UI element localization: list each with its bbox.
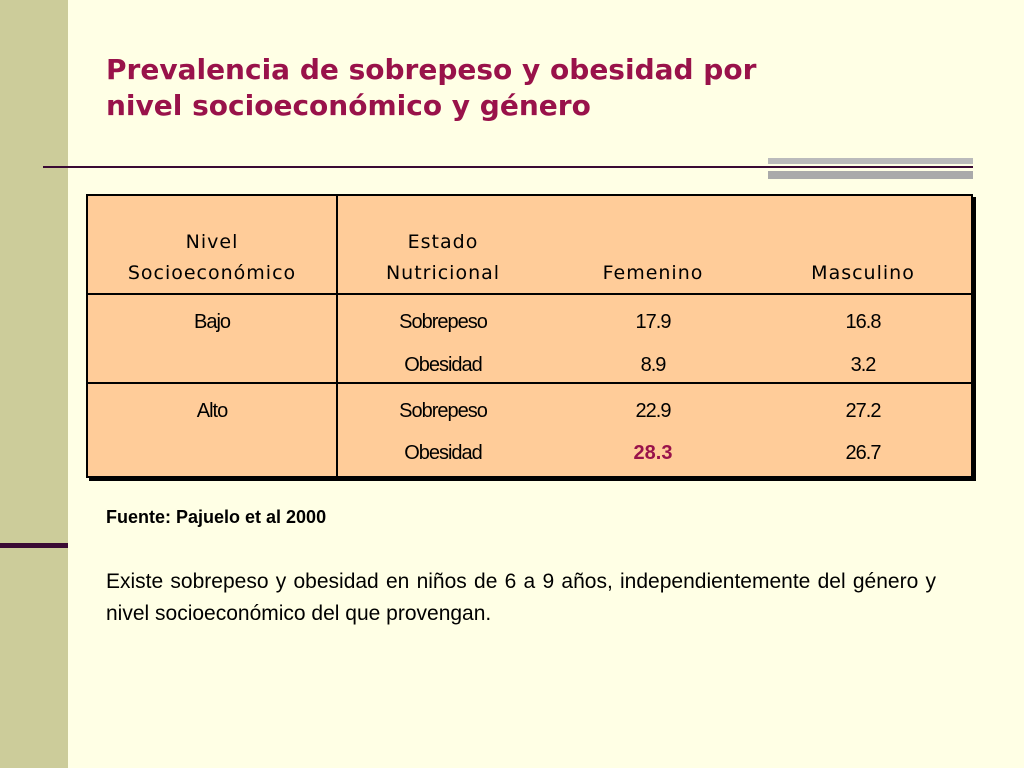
row-alto-sobrepeso-femenino: 22.9 [635,400,671,422]
row-alto-obesidad-estado: Obesidad [404,442,482,464]
header-masculino: Masculino [811,262,915,284]
row-bajo-sobrepeso-femenino: 17.9 [635,311,671,333]
slide-title [106,52,946,124]
header-femenino: Femenino [602,262,704,284]
header-estado-line-2: Nutricional [385,262,501,284]
table-header-divider [88,293,971,295]
group-level-alto: Alto [196,400,228,422]
title-divider [43,166,973,168]
conclusion-paragraph: Existe sobrepeso y obesidad en niños de 6 a 9 años, independientemente del género y nivel socioeconómico del que provengan. [106,570,936,625]
row-alto-sobrepeso-masculino: 27.2 [845,400,881,422]
row-bajo-obesidad-femenino: 8.9 [640,354,666,376]
group-level-bajo: Bajo [193,311,231,333]
header-nivel-line-1: Nivel [185,231,239,253]
row-bajo-obesidad-estado: Obesidad [404,354,482,376]
header-nivel-socioeconomico [88,227,336,289]
row-alto-obesidad-masculino: 26.7 [845,442,881,464]
source-citation: Fuente: Pajuelo et al 2000 [106,507,327,527]
slide-title-line-2: nivel socioeconómico y género [106,89,591,122]
left-decorative-band [0,0,68,768]
table-group-divider [88,382,971,384]
row-bajo-obesidad-masculino: 3.2 [850,354,876,376]
row-bajo-sobrepeso-estado: Sobrepeso [399,311,487,333]
header-estado-line-1: Estado [407,231,479,253]
accent-bar-top [768,158,973,164]
row-alto-sobrepeso-estado: Sobrepeso [399,400,487,422]
header-estado-nutricional [338,227,548,289]
header-nivel-line-2: Socioeconómico [127,262,297,284]
row-bajo-sobrepeso-masculino: 16.8 [845,311,881,333]
accent-bar-bottom [768,171,973,179]
row-alto-obesidad-femenino-highlight: 28.3 [633,442,673,464]
slide-title-line-1: Prevalencia de sobrepeso y obesidad por [106,53,757,86]
prevalence-table [86,194,973,478]
left-band-rule [0,543,68,548]
